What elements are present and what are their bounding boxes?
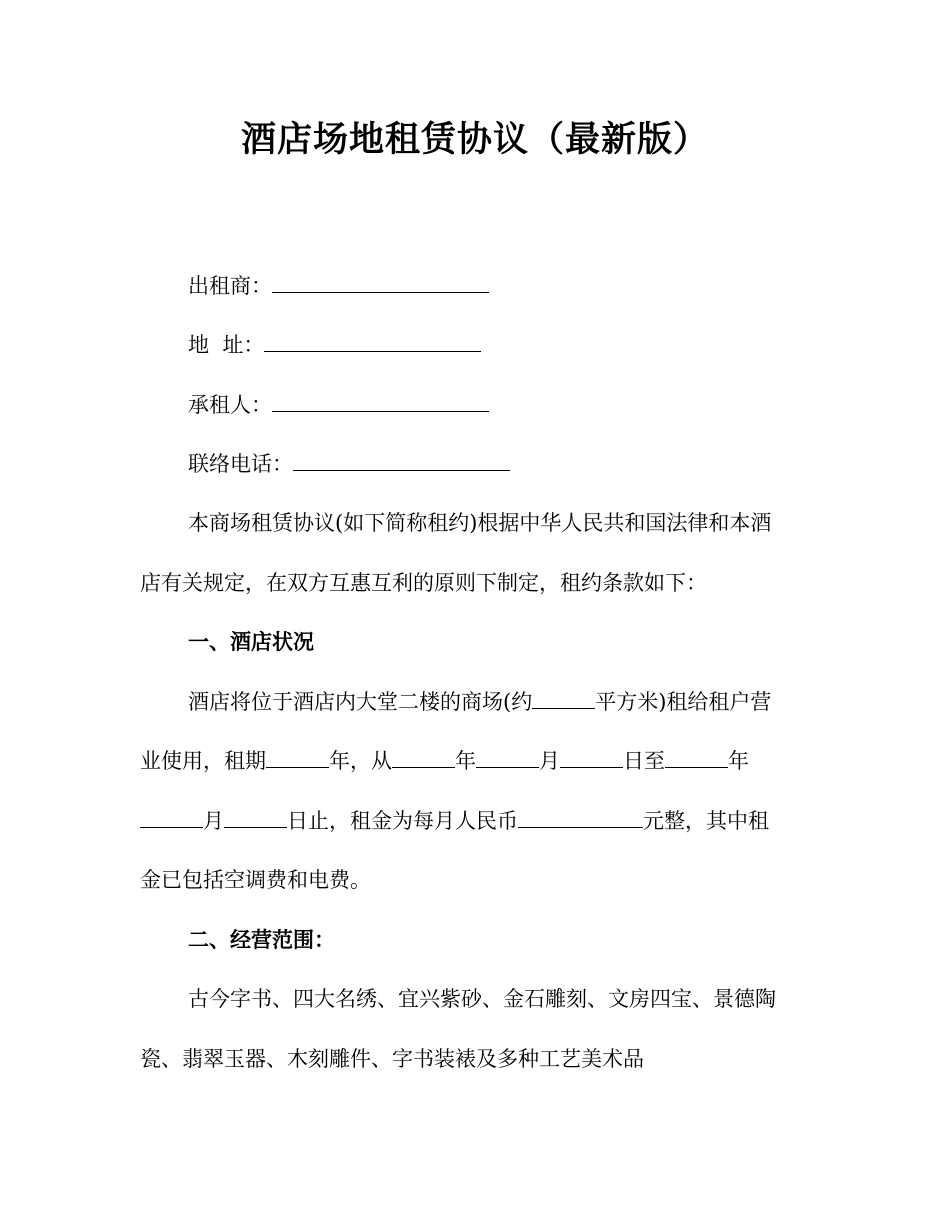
start-day-blank [560, 747, 623, 768]
text-span: 日止，租金为每月人民币 [287, 809, 518, 833]
rent-amount-blank [518, 807, 643, 828]
section1-line-2 [140, 746, 800, 776]
phone-label: 联络电话： [188, 452, 293, 476]
lessor-label: 出租商： [188, 274, 272, 298]
intro-line-1: 本商场租赁协议(如下简称租约)根据中华人民共和国法律和本酒 [188, 511, 772, 535]
lessee-label: 承租人： [188, 393, 272, 417]
section1-line-1 [188, 687, 800, 717]
end-month-blank [140, 807, 203, 828]
lessee-field [188, 390, 800, 420]
text-span: 月 [203, 809, 224, 833]
section1-line-3 [140, 806, 800, 836]
intro-line-2: 店有关规定，在双方互惠互利的原则下制定，租约条款如下： [140, 571, 707, 595]
text-span: 元整，其中租 [643, 809, 769, 833]
text-span: 酒店将位于酒店内大堂二楼的商场(约 [188, 690, 533, 714]
term-years-blank [266, 747, 329, 768]
phone-blank [293, 450, 510, 471]
text-span: 平方米)租给租户营 [595, 690, 772, 714]
text-span: 业使用，租期 [140, 749, 266, 773]
address-blank [264, 331, 481, 352]
end-year-blank [665, 747, 728, 768]
end-day-blank [224, 807, 287, 828]
text-span: 月 [539, 749, 560, 773]
start-year-blank [392, 747, 455, 768]
section1-heading: 一、酒店状况 [188, 629, 314, 654]
start-month-blank [476, 747, 539, 768]
address-label: 地 址： [188, 333, 265, 357]
lessor-blank [272, 272, 489, 293]
text-span: 年，从 [329, 749, 392, 773]
section1-line-4: 金已包括空调费和电费。 [140, 868, 371, 892]
phone-field [188, 449, 800, 479]
section2-heading: 二、经营范围： [188, 927, 335, 952]
section2-line-1: 古今字书、四大名绣、宜兴紫砂、金石雕刻、文房四宝、景德陶 [188, 987, 776, 1011]
text-span: 年 [455, 749, 476, 773]
text-span: 日至 [623, 749, 665, 773]
text-span: 年 [728, 749, 749, 773]
area-blank [532, 688, 595, 709]
address-field [188, 330, 800, 360]
document-title: 酒店场地租赁协议（最新版） [240, 119, 709, 160]
section2-line-2: 瓷、翡翠玉器、木刻雕件、字书装裱及多种工艺美术品 [140, 1047, 644, 1071]
lessor-field [188, 271, 800, 301]
lessee-blank [272, 391, 489, 412]
